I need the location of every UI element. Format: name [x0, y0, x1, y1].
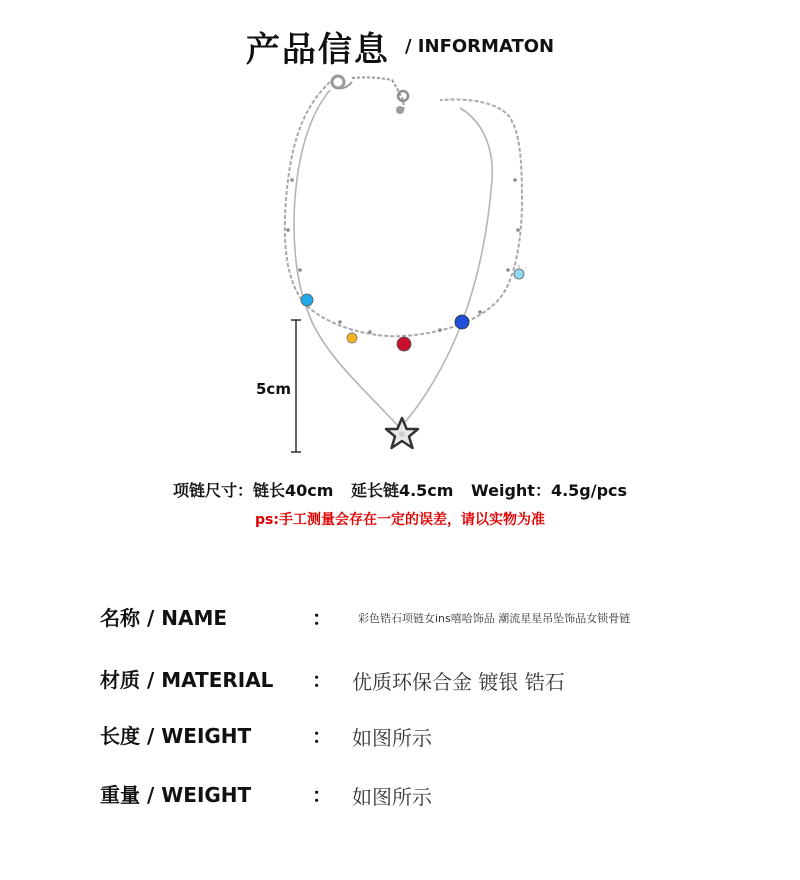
info-label: 重量 / WEIGHT [100, 783, 252, 807]
info-colon: ： [312, 668, 332, 692]
spec-weight: Weight：4.5g/pcs [471, 481, 628, 500]
gem-yellow [347, 330, 357, 343]
info-row-material [100, 664, 780, 694]
info-row-name [100, 602, 780, 632]
info-colon: ： [312, 724, 332, 748]
necklace-image [0, 60, 800, 470]
gem-light-blue [301, 294, 313, 306]
star-chain [294, 90, 492, 428]
info-value: 如图所示 [352, 726, 432, 750]
gem-blue [455, 315, 469, 329]
info-colon: ： [312, 606, 332, 630]
info-row-weight [100, 779, 780, 809]
clasp-icon [332, 76, 408, 114]
info-value: 彩色锆石项链女ins嘻哈饰品 潮流星星吊坠饰品女锁骨链 [358, 612, 631, 625]
spec-extension: 延长链4.5cm [350, 481, 454, 500]
info-label: 名称 / NAME [100, 606, 228, 630]
gem-aqua [514, 265, 524, 279]
info-value: 优质环保合金 镀银 锆石 [352, 670, 565, 694]
gem-chain [285, 82, 522, 336]
info-label: 长度 / WEIGHT [100, 724, 252, 748]
measurement-note: ps:手工测量会存在一定的误差，请以实物为准 [255, 512, 545, 528]
info-colon: ： [312, 783, 332, 807]
dimension-label: 5cm [256, 380, 291, 398]
gem-red [397, 336, 411, 351]
info-label: 材质 / MATERIAL [100, 668, 274, 692]
page-title: 产品信息 [245, 30, 390, 70]
spec-chain-length: 项链尺寸：链长40cm [172, 481, 334, 500]
info-row-length [100, 720, 780, 750]
info-value: 如图所示 [352, 785, 432, 809]
dimension-bracket [291, 320, 301, 452]
page-subtitle: / INFORMATON [404, 36, 555, 57]
spec-line [0, 478, 800, 501]
star-pendant-icon [386, 418, 418, 448]
